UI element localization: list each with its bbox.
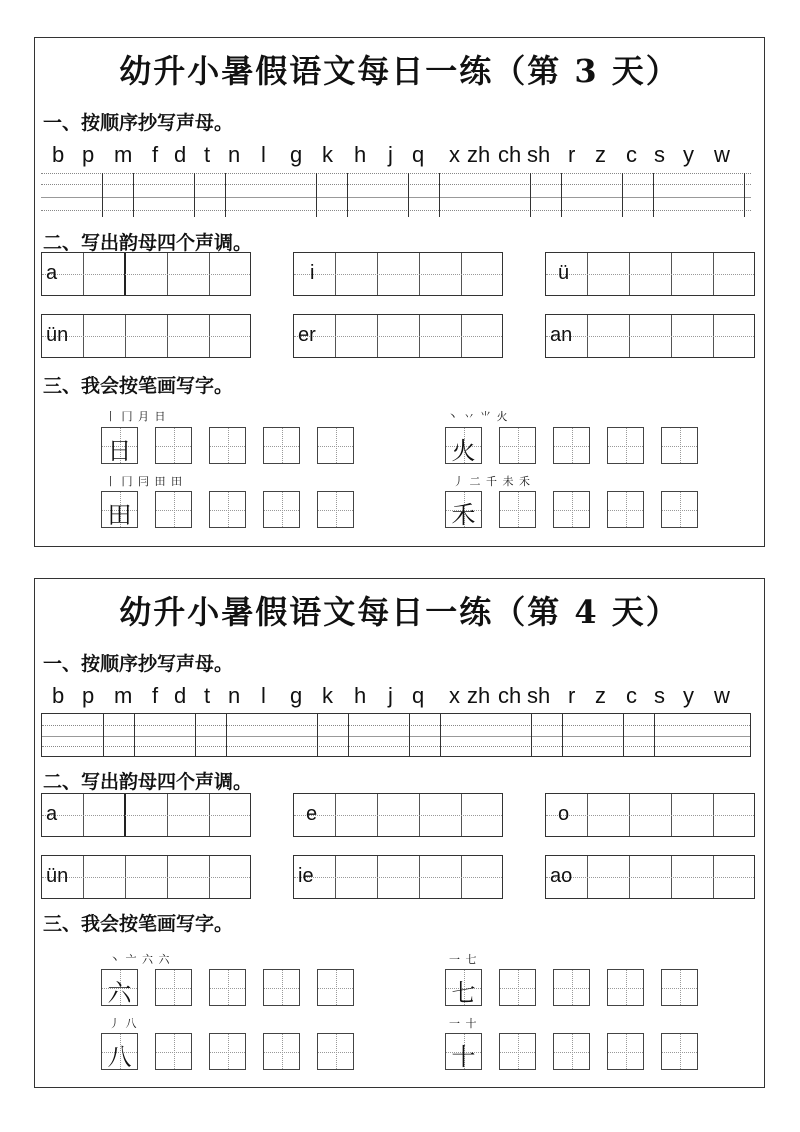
four-line-grid[interactable] [41,173,751,217]
initial-letter: t [204,142,211,167]
section-2-heading: 二、写出韵母四个声调。 [43,232,253,254]
initial-letter: n [228,683,241,708]
initial-letter: d [174,142,187,167]
stroke-order: 丨 冂 月 日 [105,410,167,423]
tone-box[interactable] [41,855,251,899]
initial-letter: f [152,142,159,167]
model-char: 日 [107,437,132,465]
initial-letter: r [568,142,576,167]
model-char: 十 [451,1043,476,1071]
model-char: 田 [107,501,132,529]
char-grid[interactable] [317,969,354,1006]
stroke-order: 丨 冂 冃 田 田 [105,475,183,488]
section-1-heading: 一、按顺序抄写声母。 [43,653,234,675]
char-grid[interactable] [263,491,300,528]
worksheet-title: 幼升小暑假语文每日一练（第 3 天） [119,52,680,90]
stroke-order: 一 七 [449,953,478,966]
initial-letter: ch [498,142,522,167]
tone-box[interactable] [545,855,755,899]
final-label: a [46,262,58,284]
final-label: er [298,324,316,346]
char-grid[interactable] [209,1033,246,1070]
char-grid[interactable] [499,491,536,528]
char-grid[interactable] [607,427,644,464]
model-char: 火 [451,437,476,465]
initial-letter: j [388,683,393,708]
final-label: ie [298,865,314,887]
char-grid[interactable] [553,969,590,1006]
initial-letter: g [290,142,303,167]
char-grid-model [445,969,482,1006]
tone-box[interactable] [545,252,755,296]
tone-box[interactable] [293,855,503,899]
section-2-heading: 二、写出韵母四个声调。 [43,771,253,793]
stroke-order: 一 十 [449,1017,478,1030]
final-label: ün [46,865,69,887]
char-grid[interactable] [155,969,192,1006]
worksheet-day-3 [34,37,765,547]
char-grid-model [101,427,138,464]
tone-box[interactable] [545,793,755,837]
tone-box[interactable] [545,314,755,358]
stroke-order: 丿 二 千 未 禾 [453,475,531,488]
initial-letter: x [449,142,460,167]
char-grid[interactable] [661,969,698,1006]
final-label: e [306,803,318,825]
char-grid[interactable] [553,491,590,528]
char-grid-model [101,491,138,528]
char-grid-model [101,1033,138,1070]
final-label: ü [558,262,570,284]
char-grid[interactable] [263,969,300,1006]
tone-box[interactable] [293,793,503,837]
initial-letter: n [228,142,241,167]
initial-letter: l [261,142,266,167]
four-line-grid[interactable] [41,713,751,757]
char-grid[interactable] [263,427,300,464]
initial-letter: r [568,683,576,708]
char-grid[interactable] [661,491,698,528]
final-label: i [310,262,315,284]
char-grid[interactable] [209,491,246,528]
model-char: 六 [107,979,132,1007]
tone-box[interactable] [41,793,251,837]
char-grid[interactable] [499,1033,536,1070]
stroke-order: 丶 亠 六 六 [109,953,171,966]
initial-letter: z [595,142,606,167]
initial-letter: k [322,683,333,708]
initial-letter: m [114,142,133,167]
initial-letter: t [204,683,211,708]
char-grid[interactable] [607,1033,644,1070]
initial-letter: p [82,683,95,708]
initial-letter: l [261,683,266,708]
final-label: o [558,803,570,825]
initial-letter: b [52,142,65,167]
char-grid[interactable] [661,1033,698,1070]
initial-letter: p [82,142,95,167]
section-3-heading: 三、我会按笔画写字。 [43,375,234,397]
char-grid[interactable] [317,427,354,464]
final-label: an [550,324,573,346]
initial-letter: zh [467,683,491,708]
initial-letter: g [290,683,303,708]
initials-row [35,142,766,172]
initial-letter: j [388,142,393,167]
initial-letter: c [626,142,637,167]
char-grid[interactable] [499,969,536,1006]
tone-box[interactable] [293,252,503,296]
char-grid[interactable] [155,1033,192,1070]
final-label: ao [550,865,573,887]
initial-letter: sh [527,142,551,167]
char-grid[interactable] [553,427,590,464]
initial-letter: q [412,683,425,708]
initial-letter: c [626,683,637,708]
initial-letter: q [412,142,425,167]
char-grid[interactable] [607,969,644,1006]
model-char: 八 [107,1043,132,1071]
char-grid[interactable] [155,427,192,464]
initial-letter: k [322,142,333,167]
char-grid[interactable] [317,1033,354,1070]
section-3-heading: 三、我会按笔画写字。 [43,913,234,935]
initial-letter: w [714,683,730,708]
initial-letter: f [152,683,159,708]
initial-letter: d [174,683,187,708]
char-grid[interactable] [317,491,354,528]
initial-letter: zh [467,142,491,167]
worksheet-day-4 [34,578,765,1088]
initial-letter: y [683,142,694,167]
char-grid[interactable] [209,427,246,464]
tone-box[interactable] [41,252,251,296]
initial-letter: s [654,142,665,167]
initial-letter: z [595,683,606,708]
char-grid-model [101,969,138,1006]
initial-letter: x [449,683,460,708]
tone-box[interactable] [41,314,251,358]
char-grid-model [445,491,482,528]
char-grid[interactable] [553,1033,590,1070]
char-grid[interactable] [499,427,536,464]
section-1-heading: 一、按顺序抄写声母。 [43,112,234,134]
char-grid[interactable] [155,491,192,528]
initial-letter: sh [527,683,551,708]
initial-letter: m [114,683,133,708]
char-grid-model [445,1033,482,1070]
initial-letter: w [714,142,730,167]
char-grid[interactable] [263,1033,300,1070]
initial-letter: ch [498,683,522,708]
final-label: ün [46,324,69,346]
stroke-order: 丶 丷 ⺌ 火 [447,410,509,423]
initial-letter: y [683,683,694,708]
tone-box[interactable] [293,314,503,358]
stroke-order: 丿 八 [109,1017,138,1030]
initial-letter: b [52,683,65,708]
initial-letter: s [654,683,665,708]
char-grid[interactable] [209,969,246,1006]
char-grid-model [445,427,482,464]
char-grid[interactable] [607,491,644,528]
initial-letter: h [354,683,367,708]
model-char: 禾 [451,501,476,529]
model-char: 七 [451,979,476,1007]
initials-row [35,683,766,713]
final-label: a [46,803,58,825]
char-grid[interactable] [661,427,698,464]
initial-letter: h [354,142,367,167]
worksheet-title: 幼升小暑假语文每日一练（第 4 天） [119,593,680,631]
